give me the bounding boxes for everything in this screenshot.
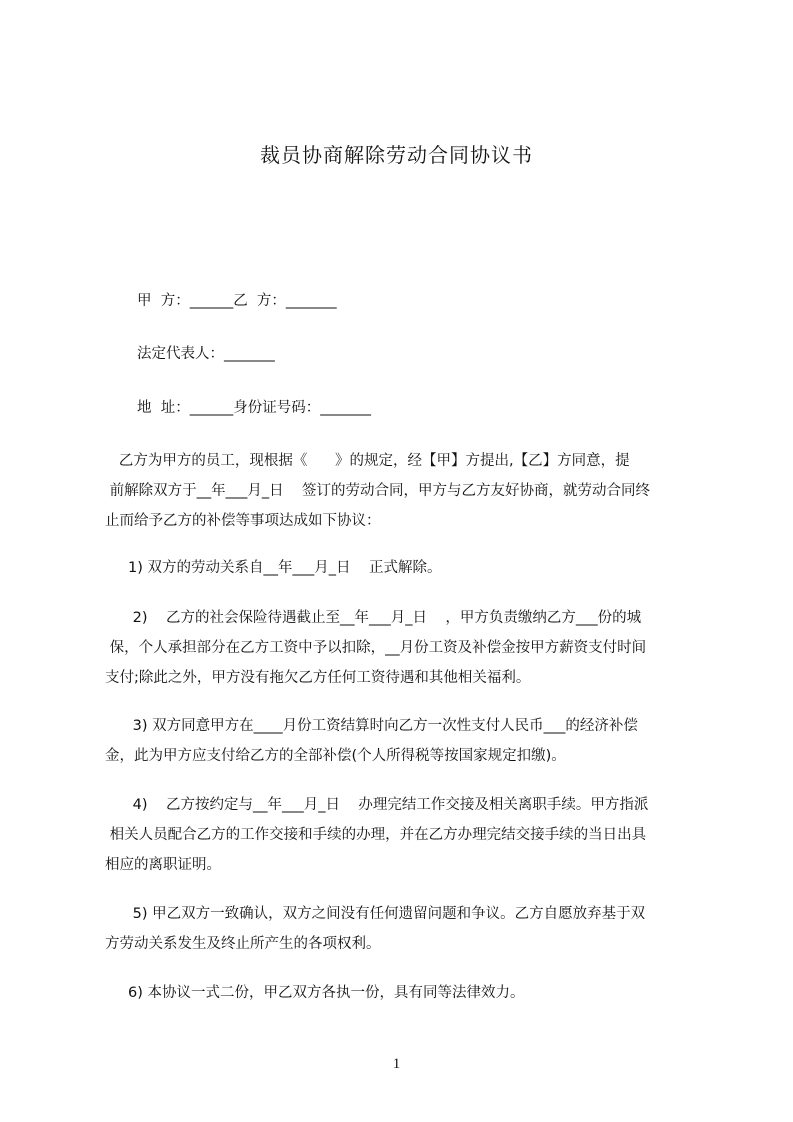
document-title: 裁员协商解除劳动合同协议书 [260, 143, 533, 167]
clause-5-line-1: 5) 甲乙双方一致确认，双方之间没有任何遗留问题和争议。乙方自愿放弃基于双 [105, 906, 646, 922]
clause-2 [105, 603, 701, 693]
clause-4-line-2: 相关人员配合乙方的工作交接和手续的办理，并在乙方办理完结交接手续的当日出具 [105, 827, 647, 843]
clause-2-line-3: 支付;除此之外，甲方没有拖欠乙方任何工资待遇和其他相关福利。 [105, 670, 531, 686]
intro-line-3: 止而给予乙方的补偿等事项达成如下协议： [105, 513, 381, 529]
intro-paragraph [105, 446, 701, 536]
clause-3-line-2: 金，此为甲方应支付给乙方的全部补偿(个人所得税等按国家规定扣缴)。 [105, 748, 566, 764]
clause-2-line-2: 保，个人承担部分在乙方工资中予以扣除，__月份工资及补偿金按甲方薪资支付时间 [105, 640, 647, 656]
clause-6 [105, 978, 701, 1008]
clause-4-line-3: 相应的离职证明。 [105, 857, 221, 873]
clause-4 [105, 790, 701, 880]
clause-5 [105, 899, 701, 959]
parties-line: 甲 方：______乙 方：_______ [137, 293, 337, 309]
clause-6-line-1: 6) 本协议一式二份，甲乙双方各执一份，具有同等法律效力。 [105, 985, 525, 1001]
clause-5-line-2: 方劳动关系发生及终止所产生的各项权利。 [105, 936, 381, 952]
page-number: 1 [392, 1056, 401, 1072]
intro-line-1: 乙方为甲方的员工，现根据《 》的规定，经【甲】方提出,【乙】方同意，提 [105, 453, 630, 469]
intro-line-2: 前解除双方于__年___月_日 签订的劳动合同，甲方与乙方友好协商，就劳动合同终 [105, 483, 651, 499]
clause-1-line-1: 1) 双方的劳动关系自__年___月_日 正式解除。 [105, 560, 442, 576]
clause-1 [105, 553, 701, 583]
clause-4-line-1: 4) 乙方按约定与__年___月_日 办理完结工作交接及相关离职手续。甲方指派 [105, 797, 649, 813]
clause-3-line-1: 3) 双方同意甲方在____月份工资结算时向乙方一次性支付人民币___的经济补偿 [105, 718, 638, 734]
clause-2-line-1: 2) 乙方的社会保险待遇截止至__年___月_日 ，甲方负责缴纳乙方___份的城 [105, 610, 642, 626]
address-id-line: 地 址：______身份证号码：_______ [137, 400, 371, 416]
legal-representative-line: 法定代表人：_______ [137, 346, 275, 362]
clause-3 [105, 711, 701, 771]
